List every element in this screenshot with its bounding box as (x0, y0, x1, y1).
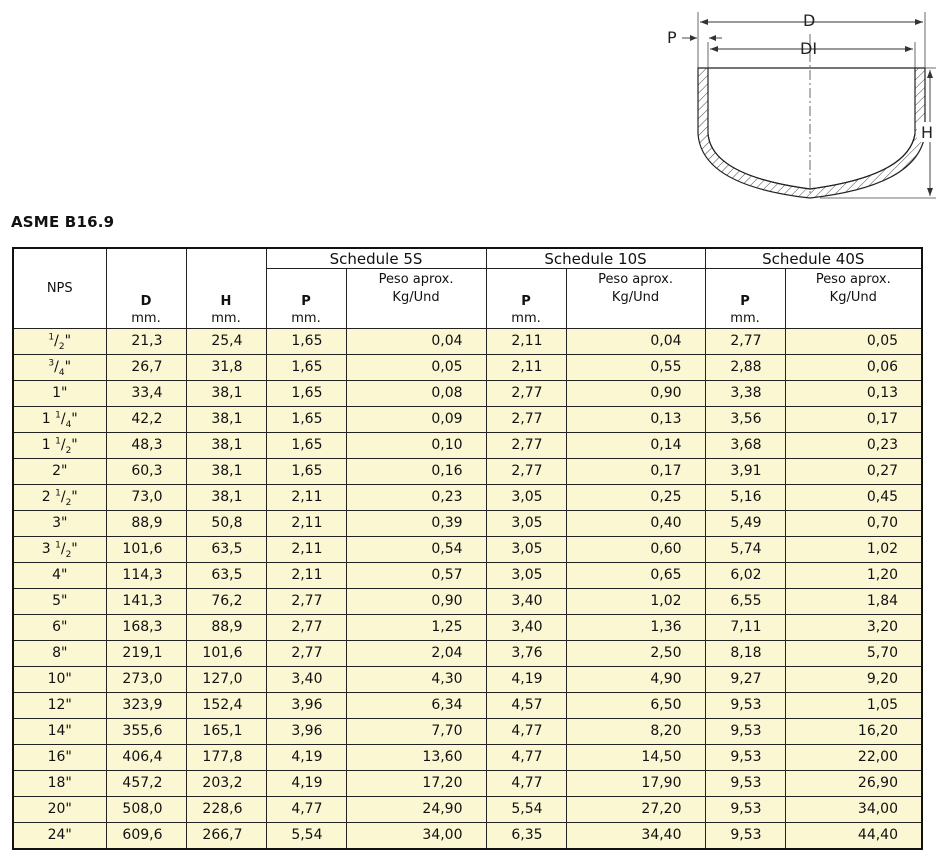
cell-d: 42,2 (106, 407, 186, 433)
cell-d: 355,6 (106, 719, 186, 745)
cell-nps: 3" (13, 511, 106, 537)
cell-weight-40s: 0,45 (785, 485, 922, 511)
table-row (13, 823, 922, 850)
cell-p-40s: 9,53 (705, 823, 785, 850)
cell-weight-5s: 0,16 (346, 459, 486, 485)
cell-nps: 3 $^1/_2$" (13, 537, 106, 563)
cell-weight-10s: 0,90 (566, 381, 705, 407)
cell-weight-5s: 0,08 (346, 381, 486, 407)
cell-p-40s: 5,16 (705, 485, 785, 511)
cell-h: 38,1 (186, 381, 266, 407)
cell-h: 177,8 (186, 745, 266, 771)
cell-p-10s: 4,77 (486, 771, 566, 797)
cell-d: 273,0 (106, 667, 186, 693)
cell-nps: 4" (13, 563, 106, 589)
dimensions-table (12, 247, 923, 850)
cell-p-5s: 5,54 (266, 823, 346, 850)
cell-weight-10s: 0,04 (566, 329, 705, 355)
cell-weight-40s: 0,17 (785, 407, 922, 433)
header-p-40s: P mm. (705, 269, 785, 329)
cell-p-5s: 3,96 (266, 693, 346, 719)
cell-nps: $^3/_4$" (13, 355, 106, 381)
cell-p-40s: 9,53 (705, 797, 785, 823)
table-row (13, 459, 922, 485)
cell-weight-10s: 1,02 (566, 589, 705, 615)
cell-h: 266,7 (186, 823, 266, 850)
cell-weight-40s: 9,20 (785, 667, 922, 693)
cell-p-10s: 3,05 (486, 537, 566, 563)
cell-weight-40s: 1,20 (785, 563, 922, 589)
cell-p-5s: 1,65 (266, 433, 346, 459)
cell-nps: 24" (13, 823, 106, 850)
cell-nps: 18" (13, 771, 106, 797)
cell-weight-40s: 3,20 (785, 615, 922, 641)
cell-d: 406,4 (106, 745, 186, 771)
cell-h: 101,6 (186, 641, 266, 667)
cell-d: 168,3 (106, 615, 186, 641)
table-row (13, 355, 922, 381)
cell-nps: 2" (13, 459, 106, 485)
cell-nps: 12" (13, 693, 106, 719)
table-row (13, 485, 922, 511)
header-schedule-10s: Schedule 10S (486, 248, 705, 269)
cell-d: 141,3 (106, 589, 186, 615)
cell-weight-40s: 1,84 (785, 589, 922, 615)
cell-p-40s: 7,11 (705, 615, 785, 641)
cell-p-5s: 3,40 (266, 667, 346, 693)
header-p-5s: P mm. (266, 269, 346, 329)
header-schedule-40s: Schedule 40S (705, 248, 922, 269)
cell-nps: 1" (13, 381, 106, 407)
cell-p-10s: 3,40 (486, 589, 566, 615)
cell-nps: $^1/_2$" (13, 329, 106, 355)
cell-weight-10s: 0,17 (566, 459, 705, 485)
table-row (13, 615, 922, 641)
cell-nps: 14" (13, 719, 106, 745)
cell-h: 127,0 (186, 667, 266, 693)
cell-weight-5s: 13,60 (346, 745, 486, 771)
cell-nps: 2 $^1/_2$" (13, 485, 106, 511)
cell-p-10s: 4,77 (486, 745, 566, 771)
cell-weight-40s: 22,00 (785, 745, 922, 771)
label-di: DI (800, 39, 818, 58)
cell-p-40s: 9,53 (705, 745, 785, 771)
cell-nps: 16" (13, 745, 106, 771)
cell-p-5s: 2,11 (266, 563, 346, 589)
header-p-10s: P mm. (486, 269, 566, 329)
table-row (13, 719, 922, 745)
cell-p-5s: 1,65 (266, 329, 346, 355)
header-h: H mm. (186, 248, 266, 329)
cell-weight-5s: 0,39 (346, 511, 486, 537)
cell-weight-5s: 0,54 (346, 537, 486, 563)
cell-weight-5s: 6,34 (346, 693, 486, 719)
cell-weight-5s: 34,00 (346, 823, 486, 850)
cell-d: 457,2 (106, 771, 186, 797)
cell-weight-10s: 14,50 (566, 745, 705, 771)
table-row (13, 797, 922, 823)
cell-p-5s: 2,77 (266, 641, 346, 667)
table-body (13, 329, 922, 850)
cell-d: 48,3 (106, 433, 186, 459)
cell-weight-5s: 0,90 (346, 589, 486, 615)
cell-weight-40s: 0,05 (785, 329, 922, 355)
cell-p-5s: 3,96 (266, 719, 346, 745)
cell-weight-40s: 1,02 (785, 537, 922, 563)
cell-weight-10s: 0,14 (566, 433, 705, 459)
header-schedule-5s: Schedule 5S (266, 248, 486, 269)
table-row (13, 329, 922, 355)
cell-weight-40s: 0,06 (785, 355, 922, 381)
cell-weight-10s: 6,50 (566, 693, 705, 719)
table-row (13, 381, 922, 407)
cell-d: 88,9 (106, 511, 186, 537)
cell-weight-5s: 2,04 (346, 641, 486, 667)
cell-d: 114,3 (106, 563, 186, 589)
cell-d: 323,9 (106, 693, 186, 719)
header-weight-10s: Peso aprox. Kg/Und (566, 269, 705, 329)
cell-p-5s: 1,65 (266, 459, 346, 485)
cell-weight-40s: 1,05 (785, 693, 922, 719)
cell-weight-40s: 26,90 (785, 771, 922, 797)
cell-weight-10s: 8,20 (566, 719, 705, 745)
cell-p-10s: 3,05 (486, 511, 566, 537)
cell-weight-5s: 0,10 (346, 433, 486, 459)
cell-h: 25,4 (186, 329, 266, 355)
cell-p-5s: 4,19 (266, 771, 346, 797)
cell-weight-10s: 0,40 (566, 511, 705, 537)
cell-nps: 1 $^1/_4$" (13, 407, 106, 433)
label-d: D (803, 11, 816, 30)
cell-h: 38,1 (186, 407, 266, 433)
cell-p-40s: 8,18 (705, 641, 785, 667)
cell-d: 219,1 (106, 641, 186, 667)
cell-weight-10s: 0,55 (566, 355, 705, 381)
cell-p-10s: 3,05 (486, 485, 566, 511)
cell-p-40s: 9,53 (705, 719, 785, 745)
cell-p-40s: 3,68 (705, 433, 785, 459)
cell-p-40s: 3,56 (705, 407, 785, 433)
cell-p-10s: 3,05 (486, 563, 566, 589)
label-h: H (921, 123, 934, 142)
cell-weight-10s: 1,36 (566, 615, 705, 641)
cell-p-40s: 9,53 (705, 693, 785, 719)
standard-title: ASME B16.9 (11, 213, 115, 231)
table-row (13, 563, 922, 589)
cell-p-10s: 2,11 (486, 329, 566, 355)
cell-p-5s: 4,77 (266, 797, 346, 823)
cell-p-10s: 2,11 (486, 355, 566, 381)
cell-p-10s: 2,77 (486, 407, 566, 433)
table-row (13, 407, 922, 433)
cell-weight-5s: 0,23 (346, 485, 486, 511)
pipe-cap-diagram (660, 4, 940, 204)
cell-nps: 20" (13, 797, 106, 823)
cell-weight-5s: 1,25 (346, 615, 486, 641)
cell-weight-10s: 17,90 (566, 771, 705, 797)
cell-weight-40s: 5,70 (785, 641, 922, 667)
cell-p-40s: 5,74 (705, 537, 785, 563)
cell-d: 508,0 (106, 797, 186, 823)
cell-p-5s: 2,11 (266, 537, 346, 563)
cell-p-5s: 2,11 (266, 511, 346, 537)
cell-weight-40s: 0,23 (785, 433, 922, 459)
cell-d: 73,0 (106, 485, 186, 511)
cell-nps: 6" (13, 615, 106, 641)
cell-p-5s: 1,65 (266, 381, 346, 407)
cell-weight-40s: 16,20 (785, 719, 922, 745)
table-row (13, 589, 922, 615)
cell-h: 63,5 (186, 563, 266, 589)
cell-weight-40s: 44,40 (785, 823, 922, 850)
cell-d: 26,7 (106, 355, 186, 381)
cell-h: 50,8 (186, 511, 266, 537)
cell-weight-40s: 0,27 (785, 459, 922, 485)
table-row (13, 745, 922, 771)
table-row (13, 667, 922, 693)
cell-weight-5s: 4,30 (346, 667, 486, 693)
cell-weight-10s: 34,40 (566, 823, 705, 850)
cell-p-40s: 6,02 (705, 563, 785, 589)
cell-weight-10s: 0,25 (566, 485, 705, 511)
header-d: D mm. (106, 248, 186, 329)
cell-p-5s: 2,77 (266, 615, 346, 641)
cell-nps: 1 $^1/_2$" (13, 433, 106, 459)
cell-d: 60,3 (106, 459, 186, 485)
cell-weight-5s: 0,57 (346, 563, 486, 589)
cell-p-10s: 3,40 (486, 615, 566, 641)
cell-p-5s: 1,65 (266, 355, 346, 381)
cell-p-10s: 4,77 (486, 719, 566, 745)
cell-p-5s: 2,77 (266, 589, 346, 615)
cell-weight-10s: 0,13 (566, 407, 705, 433)
cell-p-40s: 6,55 (705, 589, 785, 615)
table-row (13, 433, 922, 459)
cell-weight-10s: 2,50 (566, 641, 705, 667)
header-weight-5s: Peso aprox. Kg/Und (346, 269, 486, 329)
cell-p-40s: 2,88 (705, 355, 785, 381)
cell-weight-40s: 34,00 (785, 797, 922, 823)
cell-p-10s: 3,76 (486, 641, 566, 667)
cell-h: 38,1 (186, 485, 266, 511)
cell-d: 609,6 (106, 823, 186, 850)
cell-d: 33,4 (106, 381, 186, 407)
cell-p-40s: 3,38 (705, 381, 785, 407)
cell-p-10s: 2,77 (486, 381, 566, 407)
cell-h: 76,2 (186, 589, 266, 615)
label-p: P (667, 28, 677, 47)
cell-p-10s: 4,57 (486, 693, 566, 719)
cell-h: 31,8 (186, 355, 266, 381)
cell-d: 101,6 (106, 537, 186, 563)
table-row (13, 693, 922, 719)
cell-h: 152,4 (186, 693, 266, 719)
cell-p-40s: 2,77 (705, 329, 785, 355)
cell-p-10s: 5,54 (486, 797, 566, 823)
cell-weight-10s: 0,65 (566, 563, 705, 589)
cell-p-10s: 2,77 (486, 459, 566, 485)
cell-weight-10s: 0,60 (566, 537, 705, 563)
cell-p-5s: 4,19 (266, 745, 346, 771)
cell-weight-10s: 27,20 (566, 797, 705, 823)
cell-p-10s: 6,35 (486, 823, 566, 850)
cell-h: 203,2 (186, 771, 266, 797)
cell-weight-5s: 24,90 (346, 797, 486, 823)
table-row (13, 641, 922, 667)
cell-h: 228,6 (186, 797, 266, 823)
cell-p-5s: 2,11 (266, 485, 346, 511)
cell-weight-10s: 4,90 (566, 667, 705, 693)
header-weight-40s: Peso aprox. Kg/Und (785, 269, 922, 329)
cap-wall (698, 68, 925, 198)
cell-weight-40s: 0,70 (785, 511, 922, 537)
table-row (13, 511, 922, 537)
cell-h: 38,1 (186, 459, 266, 485)
cell-p-40s: 5,49 (705, 511, 785, 537)
cell-h: 38,1 (186, 433, 266, 459)
cell-h: 88,9 (186, 615, 266, 641)
table-row (13, 771, 922, 797)
cell-p-10s: 2,77 (486, 433, 566, 459)
cell-p-40s: 9,27 (705, 667, 785, 693)
cell-nps: 10" (13, 667, 106, 693)
cell-d: 21,3 (106, 329, 186, 355)
cell-weight-5s: 0,09 (346, 407, 486, 433)
cell-weight-5s: 17,20 (346, 771, 486, 797)
cell-weight-5s: 7,70 (346, 719, 486, 745)
table-row (13, 537, 922, 563)
cell-h: 63,5 (186, 537, 266, 563)
cell-weight-5s: 0,05 (346, 355, 486, 381)
cell-h: 165,1 (186, 719, 266, 745)
cell-weight-5s: 0,04 (346, 329, 486, 355)
header-nps: NPS (13, 248, 106, 329)
cell-weight-40s: 0,13 (785, 381, 922, 407)
cell-p-5s: 1,65 (266, 407, 346, 433)
cell-nps: 8" (13, 641, 106, 667)
cell-p-40s: 9,53 (705, 771, 785, 797)
cell-nps: 5" (13, 589, 106, 615)
cell-p-10s: 4,19 (486, 667, 566, 693)
cell-p-40s: 3,91 (705, 459, 785, 485)
